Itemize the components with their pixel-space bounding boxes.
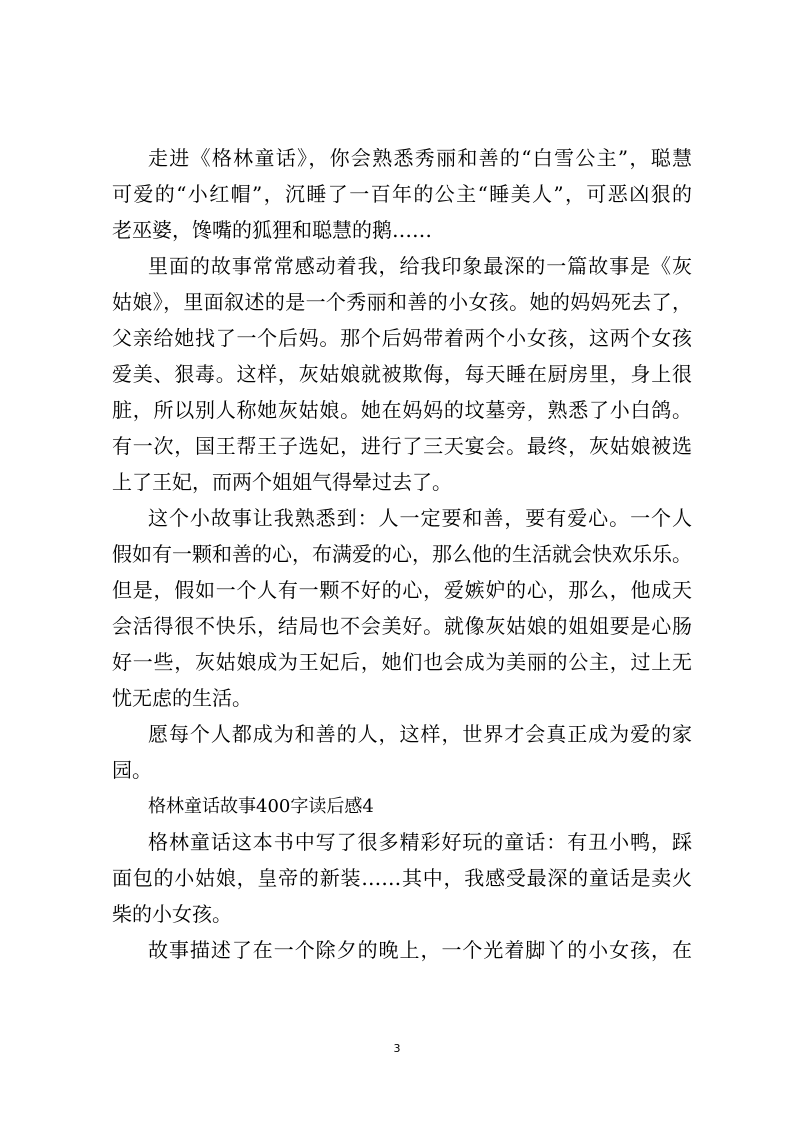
paragraph-3-line-5: 好一些，灰姑娘成为王妃后，她们也会成为美丽的公主，过上无 <box>112 650 692 674</box>
paragraph-2-line-2: 姑娘》，里面叙述的是一个秀丽和善的小女孩。她的妈妈死去了， <box>112 290 692 314</box>
paragraph-2-line-7: 上了王妃，而两个姐姐气得晕过去了。 <box>112 470 452 494</box>
paragraph-5-line-3: 柴的小女孩。 <box>112 902 232 926</box>
section-heading: 格林童话故事400字读后感4 <box>148 796 374 817</box>
paragraph-2-line-1: 里面的故事常常感动着我，给我印象最深的一篇故事是《灰 <box>148 254 692 278</box>
paragraph-3-line-4: 会活得很不快乐，结局也不会美好。就像灰姑娘的姐姐要是心肠 <box>112 614 692 638</box>
paragraph-5-line-2: 面包的小姑娘，皇帝的新装……其中，我感受最深的童话是卖火 <box>112 866 692 890</box>
paragraph-2-line-5: 脏，所以别人称她灰姑娘。她在妈妈的坟墓旁，熟悉了小白鸽。 <box>112 398 692 422</box>
paragraph-3-line-2: 假如有一颗和善的心，布满爱的心，那么他的生活就会快欢乐乐。 <box>112 542 692 566</box>
paragraph-3-line-6: 忧无虑的生活。 <box>112 686 252 710</box>
paragraph-2-line-3: 父亲给她找了一个后妈。那个后妈带着两个小女孩，这两个女孩 <box>112 326 692 350</box>
paragraph-1-line-2: 可爱的“小红帽”，沉睡了一百年的公主“睡美人”，可恶凶狠的 <box>112 182 692 206</box>
paragraph-1-line-1: 走进《格林童话》，你会熟悉秀丽和善的“白雪公主”，聪慧 <box>148 146 692 170</box>
paragraph-2-line-4: 爱美、狠毒。这样，灰姑娘就被欺侮，每天睡在厨房里，身上很 <box>112 362 692 386</box>
paragraph-2-line-6: 有一次，国王帮王子选妃，进行了三天宴会。最终，灰姑娘被选 <box>112 434 692 458</box>
paragraph-3-line-1: 这个小故事让我熟悉到：人一定要和善，要有爱心。一个人 <box>148 506 692 530</box>
paragraph-6-line-1: 故事描述了在一个除夕的晚上，一个光着脚丫的小女孩，在 <box>148 938 692 962</box>
page-number: 3 <box>393 1042 401 1055</box>
paragraph-1-line-3: 老巫婆，馋嘴的狐狸和聪慧的鹅…… <box>112 218 432 242</box>
paragraph-4-line-2: 园。 <box>112 758 152 782</box>
paragraph-4-line-1: 愿每个人都成为和善的人，这样，世界才会真正成为爱的家 <box>148 722 692 746</box>
paragraph-5-line-1: 格林童话这本书中写了很多精彩好玩的童话：有丑小鸭，踩 <box>148 830 692 854</box>
paragraph-3-line-3: 但是，假如一个人有一颗不好的心，爱嫉妒的心，那么，他成天 <box>112 578 692 602</box>
